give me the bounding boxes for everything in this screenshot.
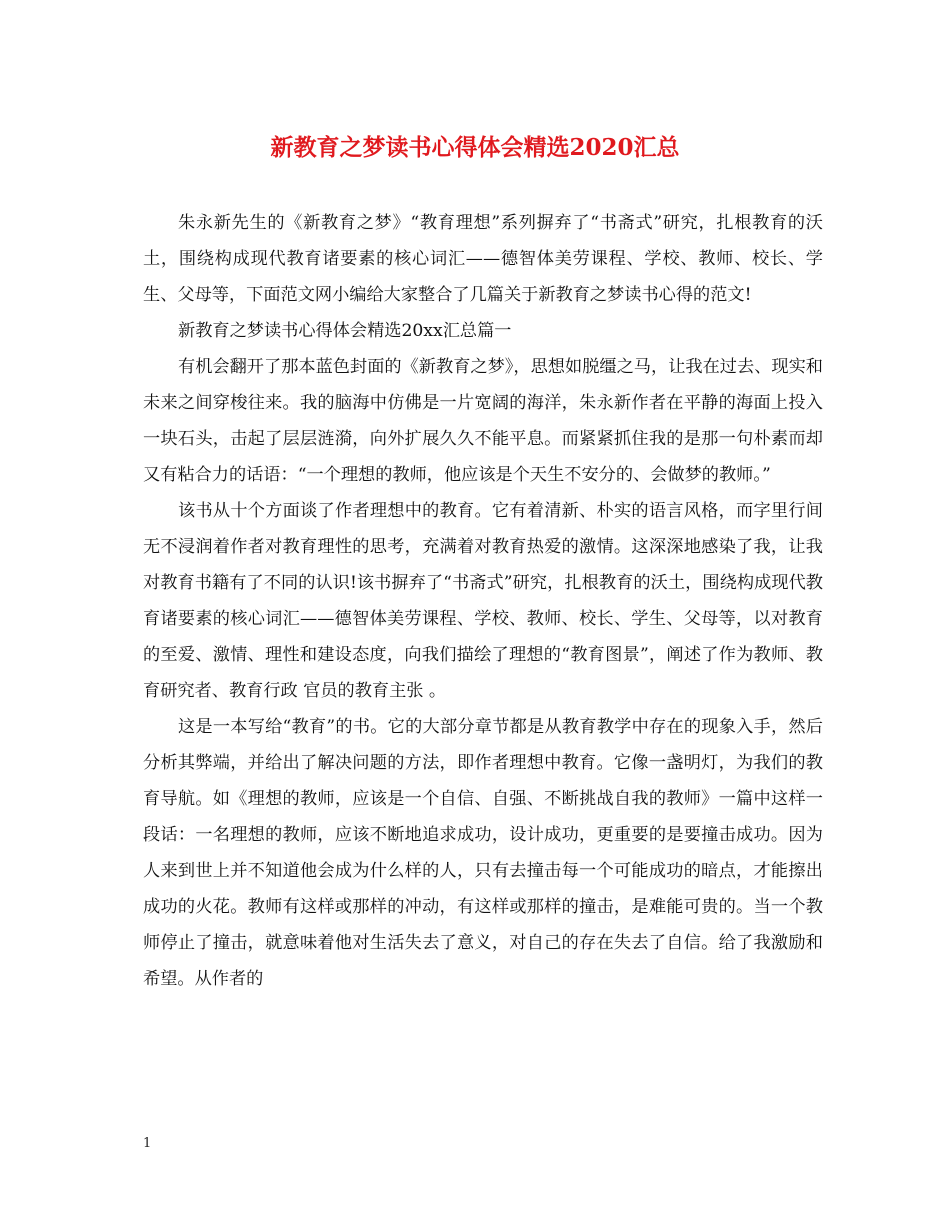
page-number: 1	[143, 1136, 152, 1151]
body-paragraph: 该书从十个方面谈了作者理想中的教育。它有着清新、朴实的语言风格，而字里行间无不浸润着作者对教育理性的思考，充满着对教育热爱的激情。这深深地感染了我，让我对教育书籍有了不同的认识!该书摒弃了“书斋式”研究，扎根教育的沃土，围绕构成现代教育诸要素的核心词汇——德智体美劳课程、学校、教师、校长、学生、父母等，以对教育的至爱、激情、理性和建设态度，向我们描绘了理想的“教育图景”，阐述了作为教师、教育研究者、教育行政 官员的教育主张 。	[143, 501, 823, 701]
section-heading: 新教育之梦读书心得体会精选20xx汇总篇一	[178, 321, 512, 341]
page-title: 新教育之梦读书心得体会精选2020汇总	[270, 134, 680, 161]
intro-paragraph: 朱永新先生的《新教育之梦》“教育理想”系列摒弃了“书斋式”研究，扎根教育的沃土，围绕构成现代教育诸要素的核心词汇——德智体美劳课程、学校、教师、校长、学生、父母等，下面范文网小编给大家整合了几篇关于新教育之梦读书心得的范文!	[143, 213, 823, 305]
body-paragraph: 这是一本写给“教育”的书。它的大部分章节都是从教育教学中存在的现象入手，然后分析其弊端，并给出了解决问题的方法，即作者理想中教育。它像一盏明灯，为我们的教育导航。如《理想的教师，应该是一个自信、自强、不断挑战自我的教师》一篇中这样一段话：一名理想的教师，应该不断地追求成功，设计成功，更重要的是要撞击成功。因为人来到世上并不知道他会成为什么样的人，只有去撞击每一个可能成功的暗点，才能擦出成功的火花。教师有这样或那样的冲动，有这样或那样的撞击，是难能可贵的。当一个教师停止了撞击，就意味着他对生活失去了意义，对自己的存在失去了自信。给了我激励和希望。从作者的	[143, 717, 823, 989]
document-body	[143, 205, 823, 997]
body-paragraph: 有机会翻开了那本蓝色封面的《新教育之梦》，思想如脱缰之马，让我在过去、现实和未来之间穿梭往来。我的脑海中仿佛是一片宽阔的海洋，朱永新作者在平静的海面上投入一块石头，击起了层层涟漪，向外扩展久久不能平息。而紧紧抓住我的是那一句朴素而却又有粘合力的话语：“一个理想的教师，他应该是个天生不安分的、会做梦的教师。”	[143, 357, 823, 485]
